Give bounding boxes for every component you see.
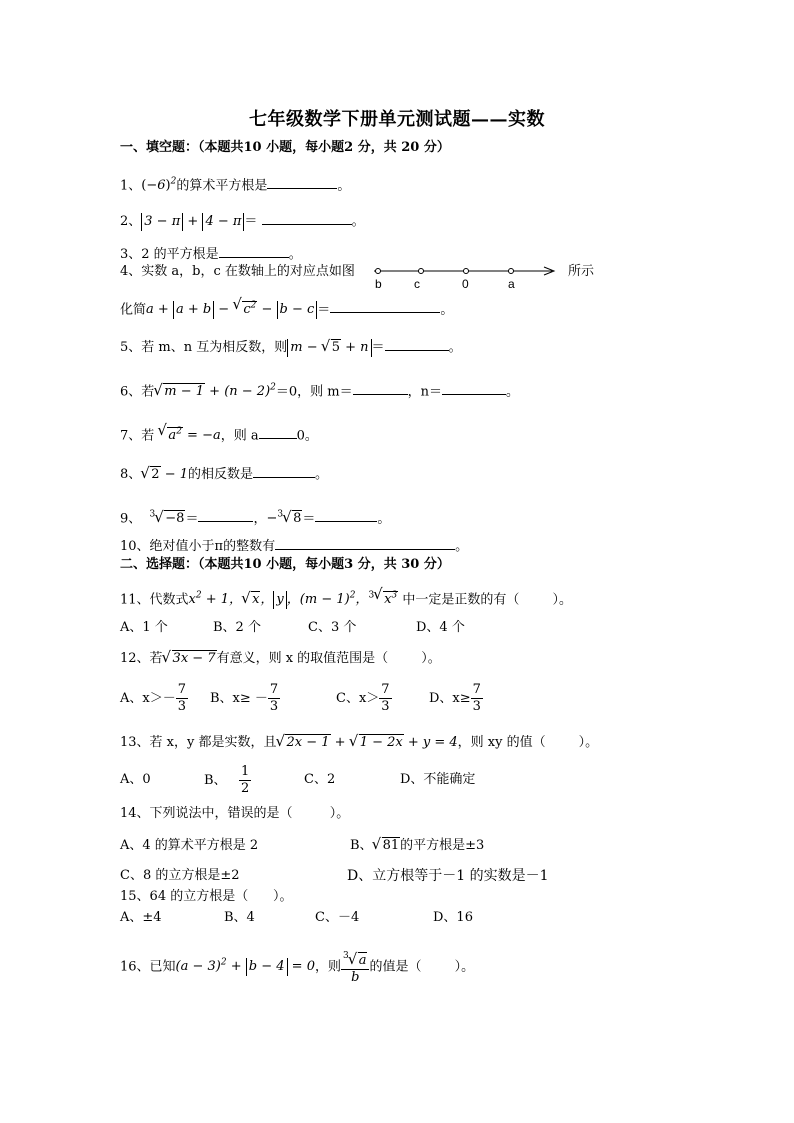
q3-answer-blank[interactable] [219, 243, 289, 258]
q1-expr: $(-6)^2$ [141, 177, 177, 194]
q1-answer-blank[interactable] [267, 174, 337, 189]
point-c [419, 269, 424, 274]
q13-expr: √ 2x − 1 + √ 1 − 2x + y = 4 [276, 735, 457, 750]
q1-number: 1、 [120, 178, 142, 194]
number-line-diagram [370, 262, 560, 292]
q15-option-c[interactable]: C、－4 [315, 910, 360, 925]
q15-option-d[interactable]: D、16 [433, 910, 473, 925]
q12-option-a[interactable]: A、x＞－ $\frac{7}{3}$ [120, 682, 187, 714]
q11-option-d[interactable]: D、4 个 [416, 620, 465, 635]
q15-option-a[interactable]: A、±4 [120, 910, 162, 925]
q5-expr: m − √ 5 + n [287, 339, 371, 357]
q13-option-c[interactable]: C、2 [304, 772, 336, 787]
q12-option-c[interactable]: C、x＞ $\frac{7}{3}$ [336, 682, 390, 714]
label-0: 0 [462, 277, 469, 291]
question-11: 11、代数式$x^2 + 1$，√ x， y ，$(m - 1)^2$，$^3$√ $x^3$ 中一定是正数的有（ ）。 [120, 586, 572, 610]
q12-option-b[interactable]: B、x≥ － $\frac{7}{3}$ [210, 682, 279, 714]
point-b [376, 269, 381, 274]
q13-option-d[interactable]: D、不能确定 [400, 772, 476, 787]
q11-option-b[interactable]: B、2 个 [213, 620, 261, 635]
q14-option-a[interactable]: A、4 的算术平方根是 2 [120, 838, 259, 853]
q4-answer-blank[interactable] [330, 298, 440, 313]
q4-tail: 所示 [568, 264, 595, 279]
q12-option-d[interactable]: D、x≥ $\frac{7}{3}$ [429, 682, 481, 714]
section-heading-multiple-choice: 二、选择题：（本题共10 小题，每小题3 分，共 30 分） [120, 557, 450, 572]
question-10: 10、绝对值小于π的整数有 。 [120, 535, 468, 557]
q6-n-blank[interactable] [442, 380, 506, 395]
question-12: 12、若√ 3x − 7有意义，则 x 的取值范围是（ ）。 [120, 649, 441, 669]
question-1: 1、$(-6)^2$的算术平方根是 。 [120, 172, 350, 196]
question-4: 4、实数 a，b，c 在数轴上的对应点如图 [120, 264, 355, 279]
q15-option-b[interactable]: B、4 [224, 910, 255, 925]
label-c: c [414, 277, 420, 291]
q16-fraction: $\frac{^3√ a}{b}$ [341, 948, 370, 985]
question-4-line2: 化简a + a + b − √ $c^2 - b - c$ ＝ 。 [120, 296, 453, 320]
q6-expr: √ $m - 1 + (n - 2)^2$ [154, 384, 276, 399]
q8-expr: √ 2 − 1 [141, 467, 188, 482]
q11-expr: $x^2 + 1$，√ x， y ，$(m - 1)^2$，$^3$√ $x^3$ [189, 592, 399, 607]
q10-answer-blank[interactable] [275, 535, 455, 550]
section-heading-fill-in: 一、填空题：（本题共10 小题，每小题2 分，共 20 分） [120, 140, 450, 155]
question-3: 3、2 的平方根是 。 [120, 243, 302, 265]
q9-expr-1: $^3$√ −8 [150, 511, 186, 526]
question-7: 7、若 √ $a^2 = -a$，则 a 0。 [120, 422, 318, 446]
question-9: 9、 $^3$√ −8＝ ，−$^3$√ 8＝ 。 [120, 505, 390, 529]
page-title: 七年级数学下册单元测试题——实数 [249, 109, 545, 130]
q13-option-a[interactable]: A、0 [120, 772, 151, 787]
question-16: 16、已知$(a - 3)^2 + b - 4 = 0$，则 $\frac{^3√ a}{b}$ 的值是（ ）。 [120, 948, 474, 988]
q14-option-d[interactable]: D、立方根等于－1 的实数是－1 [347, 868, 549, 884]
q16-expr: $(a - 3)^2 + b - 4 = 0$ [175, 958, 315, 975]
q11-option-a[interactable]: A、1 个 [120, 620, 168, 635]
q7-answer-blank[interactable] [259, 424, 297, 439]
q2-answer-blank[interactable] [262, 210, 352, 225]
q14-option-b[interactable]: B、√ 81的平方根是±3 [350, 836, 484, 856]
q12-expr: √ 3x − 7 [163, 651, 217, 666]
q8-answer-blank[interactable] [253, 463, 315, 478]
q7-expr: √ $a^2 = -a$ [158, 428, 220, 443]
question-6: 6、若√ $m - 1 + (n - 2)^2=0$，则 m＝ ，n＝ 。 [120, 378, 519, 402]
q6-m-blank[interactable] [353, 380, 408, 395]
q4-expr: a + a + b − √ $c^2 - b - c$ [146, 302, 317, 317]
label-b: b [375, 277, 382, 291]
q9-blank-1[interactable] [198, 507, 253, 522]
question-8: 8、√ 2 − 1的相反数是 。 [120, 463, 328, 485]
question-13: 13、若 x，y 都是实数，且√ 2x − 1 + √ 1 − 2x + y = 4，则 xy 的值（ ）。 [120, 733, 598, 753]
label-a: a [508, 277, 515, 291]
q1-text: 的算术平方根是 [176, 178, 268, 194]
q11-option-c[interactable]: C、3 个 [308, 620, 357, 635]
q9-blank-2[interactable] [315, 507, 377, 522]
q14-option-c[interactable]: C、8 的立方根是±2 [120, 868, 240, 883]
point-0 [464, 269, 469, 274]
question-15: 15、64 的立方根是（ ）。 [120, 889, 293, 904]
question-14: 14、下列说法中，错误的是（ ）。 [120, 806, 350, 821]
q13-option-b[interactable]: B、 $\frac{1}{2}$ [204, 764, 250, 796]
q5-answer-blank[interactable] [385, 336, 449, 351]
point-a [509, 269, 514, 274]
q2-abs-2: 4 − π [202, 213, 244, 231]
q2-abs-1: 3 − π [141, 213, 183, 231]
question-2: 2、 3 − π + 4 − π ＝ 。 [120, 210, 365, 232]
q9-expr-2: −$^3$√ 8 [266, 511, 302, 526]
question-5: 5、若 m、n 互为相反数，则 m − √ 5 + n ＝ 。 [120, 336, 462, 358]
